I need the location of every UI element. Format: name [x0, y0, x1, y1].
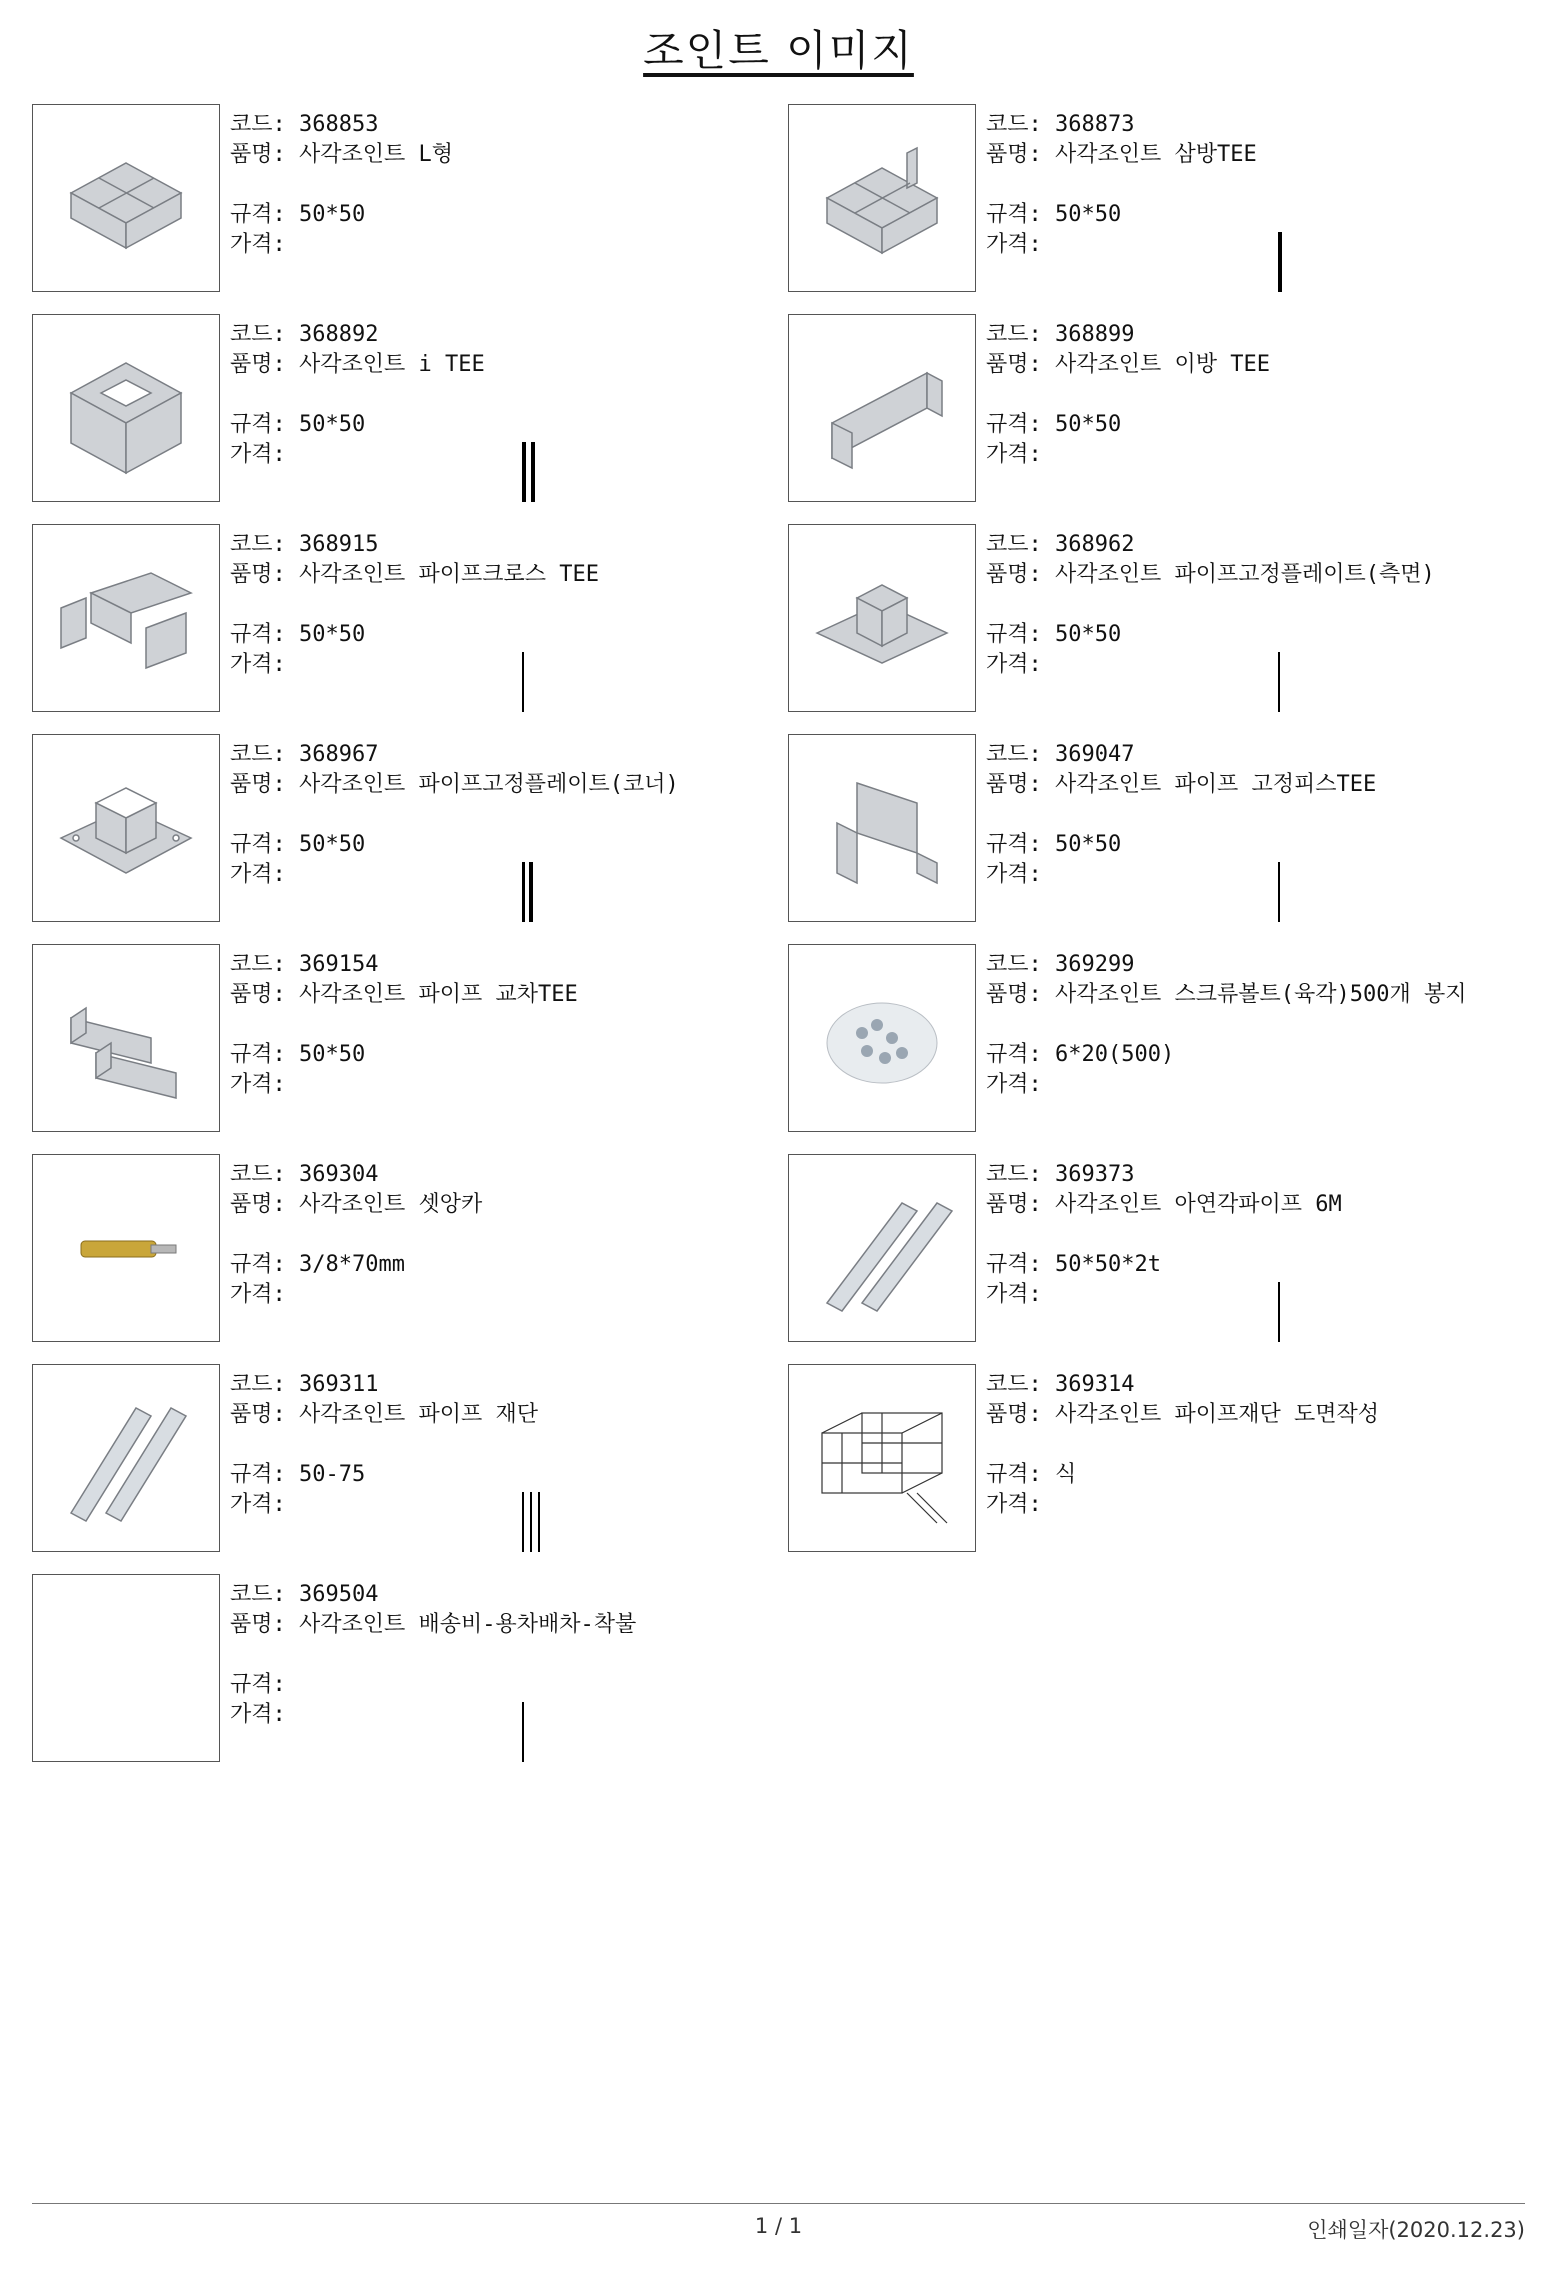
product-code: 368892: [299, 322, 379, 347]
fixing-plate-corner-icon: [51, 753, 201, 903]
product-spec: 50*50: [1055, 412, 1122, 437]
product-code: 368915: [299, 532, 379, 557]
spec-label: 규격:: [986, 1042, 1042, 1067]
product-card: [788, 1154, 1538, 1344]
anchor-bolt-icon: [51, 1173, 201, 1323]
product-name: 사각조인트 파이프 고정피스TEE: [1055, 772, 1377, 797]
product-thumbnail: [788, 524, 976, 712]
screw-bag-icon: [807, 963, 957, 1113]
product-name: 사각조인트 스크류볼트(육각)500개 봉지: [1055, 982, 1467, 1007]
barcode: [522, 862, 772, 922]
product-name: 사각조인트 이방 TEE: [1055, 352, 1270, 377]
product-code: 369304: [299, 1162, 379, 1187]
product-card: [32, 1574, 782, 1764]
two-way-tee-icon: [807, 333, 957, 483]
price-label: 가격:: [986, 1492, 1042, 1517]
product-card: [32, 1364, 782, 1554]
code-label: 코드:: [986, 1162, 1042, 1187]
barcode: [522, 1702, 772, 1762]
product-spec: 50*50: [299, 202, 366, 227]
product-code: 369373: [1055, 1162, 1135, 1187]
product-thumbnail: [788, 1364, 976, 1552]
barcode: [522, 1282, 772, 1342]
product-card: [32, 944, 782, 1134]
product-thumbnail: [788, 1154, 976, 1342]
pipe-cut-icon: [51, 1383, 201, 1533]
product-code: 369154: [299, 952, 379, 977]
name-label: 품명:: [230, 1192, 286, 1217]
product-code: 369314: [1055, 1372, 1135, 1397]
product-name: 사각조인트 파이프재단 도면작성: [1055, 1402, 1380, 1427]
name-label: 품명:: [230, 772, 286, 797]
spec-label: 규격:: [230, 1252, 286, 1277]
product-name: 사각조인트 파이프고정플레이트(코너): [299, 772, 679, 797]
product-name: 사각조인트 파이프크로스 TEE: [299, 562, 599, 587]
spec-label: 규격:: [986, 832, 1042, 857]
code-label: 코드:: [230, 1582, 286, 1607]
price-label: 가격:: [230, 1072, 286, 1097]
product-name: 사각조인트 셋앙카: [299, 1192, 483, 1217]
product-card: [32, 524, 782, 714]
code-label: 코드:: [230, 112, 286, 137]
product-thumbnail: [788, 734, 976, 922]
product-code: 369311: [299, 1372, 379, 1397]
product-spec: 50-75: [299, 1462, 366, 1487]
spec-label: 규격:: [230, 622, 286, 647]
barcode: [522, 1072, 772, 1132]
page-number: 1 / 1: [754, 2214, 803, 2238]
product-spec: 6*20(500): [1055, 1042, 1175, 1067]
barcode: [1278, 862, 1528, 922]
product-thumbnail: [32, 314, 220, 502]
structure-drawing-icon: [807, 1383, 957, 1533]
print-date: 인쇄일자(2020.12.23): [1307, 2218, 1525, 2242]
product-thumbnail: [32, 1574, 220, 1762]
product-code: 368967: [299, 742, 379, 767]
code-label: 코드:: [230, 532, 286, 557]
name-label: 품명:: [986, 1402, 1042, 1427]
product-code: 368962: [1055, 532, 1135, 557]
price-label: 가격:: [230, 862, 286, 887]
product-spec: 50*50: [1055, 202, 1122, 227]
product-code: 368853: [299, 112, 379, 137]
product-card: [788, 944, 1538, 1134]
product-card: [788, 1364, 1538, 1554]
price-label: 가격:: [230, 232, 286, 257]
product-thumbnail: [32, 944, 220, 1132]
name-label: 품명:: [230, 562, 286, 587]
name-label: 품명:: [230, 982, 286, 1007]
i-tee-icon: [51, 333, 201, 483]
product-name: 사각조인트 i TEE: [299, 352, 485, 377]
product-thumbnail: [32, 524, 220, 712]
product-thumbnail: [32, 1364, 220, 1552]
spec-label: 규격:: [230, 832, 286, 857]
price-label: 가격:: [230, 1492, 286, 1517]
footer-divider: [32, 2203, 1525, 2204]
product-spec: 3/8*70mm: [299, 1252, 405, 1277]
product-code: 369504: [299, 1582, 379, 1607]
name-label: 품명:: [986, 142, 1042, 167]
product-thumbnail: [32, 1154, 220, 1342]
product-code: 368899: [1055, 322, 1135, 347]
product-card: [788, 734, 1538, 924]
name-label: 품명:: [986, 982, 1042, 1007]
product-thumbnail: [788, 944, 976, 1132]
code-label: 코드:: [986, 952, 1042, 977]
name-label: 품명:: [230, 1402, 286, 1427]
code-label: 코드:: [986, 1372, 1042, 1397]
product-spec: 50*50*2t: [1055, 1252, 1161, 1277]
price-label: 가격:: [986, 1282, 1042, 1307]
three-way-tee-icon: [807, 123, 957, 273]
price-label: 가격:: [230, 442, 286, 467]
product-name: 사각조인트 L형: [299, 142, 454, 167]
product-name: 사각조인트 파이프고정플레이트(측면): [1055, 562, 1435, 587]
price-label: 가격:: [230, 1282, 286, 1307]
product-code: 369299: [1055, 952, 1135, 977]
spec-label: 규격:: [230, 1042, 286, 1067]
product-spec: 50*50: [1055, 622, 1122, 647]
product-spec: 50*50: [1055, 832, 1122, 857]
product-spec: 50*50: [299, 832, 366, 857]
barcode: [522, 1492, 772, 1552]
spec-label: 규격:: [230, 1672, 286, 1697]
product-code: 368873: [1055, 112, 1135, 137]
barcode: [1278, 442, 1528, 502]
name-label: 품명:: [986, 562, 1042, 587]
spec-label: 규격:: [986, 412, 1042, 437]
page-title: 조인트 이미지: [643, 26, 914, 75]
code-label: 코드:: [986, 742, 1042, 767]
product-card: [788, 314, 1538, 504]
barcode: [1278, 652, 1528, 712]
code-label: 코드:: [230, 742, 286, 767]
cross-tee-icon: [51, 963, 201, 1113]
price-label: 가격:: [986, 1072, 1042, 1097]
name-label: 품명:: [986, 772, 1042, 797]
code-label: 코드:: [230, 952, 286, 977]
spec-label: 규격:: [230, 202, 286, 227]
name-label: 품명:: [986, 1192, 1042, 1217]
name-label: 품명:: [230, 352, 286, 377]
spec-label: 규격:: [986, 1252, 1042, 1277]
barcode: [1278, 1492, 1528, 1552]
barcode: [522, 442, 772, 502]
price-label: 가격:: [230, 1702, 286, 1727]
price-label: 가격:: [986, 232, 1042, 257]
spec-label: 규격:: [986, 1462, 1042, 1487]
name-label: 품명:: [230, 142, 286, 167]
product-card: [32, 104, 782, 294]
product-card: [32, 1154, 782, 1344]
spec-label: 규격:: [230, 1462, 286, 1487]
code-label: 코드:: [230, 1372, 286, 1397]
square-pipe-icon: [807, 1173, 957, 1323]
product-spec: 식: [1055, 1462, 1077, 1487]
pipe-cross-tee-icon: [51, 543, 201, 693]
product-thumbnail: [788, 104, 976, 292]
price-label: 가격:: [986, 652, 1042, 677]
product-name: 사각조인트 아연각파이프 6M: [1055, 1192, 1342, 1217]
product-card: [788, 104, 1538, 294]
price-label: 가격:: [986, 862, 1042, 887]
product-card: [32, 314, 782, 504]
price-label: 가격:: [986, 442, 1042, 467]
barcode: [522, 652, 772, 712]
barcode: [1278, 1072, 1528, 1132]
code-label: 코드:: [986, 112, 1042, 137]
price-label: 가격:: [230, 652, 286, 677]
product-spec: 50*50: [299, 622, 366, 647]
code-label: 코드:: [986, 532, 1042, 557]
l-joint-icon: [51, 123, 201, 273]
barcode: [1278, 1282, 1528, 1342]
code-label: 코드:: [986, 322, 1042, 347]
product-name: 사각조인트 파이프 교차TEE: [299, 982, 578, 1007]
fixing-piece-tee-icon: [807, 753, 957, 903]
product-thumbnail: [788, 314, 976, 502]
product-thumbnail: [32, 104, 220, 292]
product-name: 사각조인트 파이프 재단: [299, 1402, 539, 1427]
name-label: 품명:: [230, 1612, 286, 1637]
code-label: 코드:: [230, 322, 286, 347]
name-label: 품명:: [986, 352, 1042, 377]
product-card: [788, 524, 1538, 714]
product-name: 사각조인트 삼방TEE: [1055, 142, 1257, 167]
barcode: [522, 232, 772, 292]
product-card: [32, 734, 782, 924]
spec-label: 규격:: [986, 622, 1042, 647]
product-name: 사각조인트 배송비-용차배차-착불: [299, 1612, 637, 1637]
product-code: 369047: [1055, 742, 1135, 767]
code-label: 코드:: [230, 1162, 286, 1187]
spec-label: 규격:: [986, 202, 1042, 227]
product-spec: 50*50: [299, 1042, 366, 1067]
spec-label: 규격:: [230, 412, 286, 437]
product-thumbnail: [32, 734, 220, 922]
fixing-plate-side-icon: [807, 543, 957, 693]
barcode: [1278, 232, 1528, 292]
product-spec: 50*50: [299, 412, 366, 437]
